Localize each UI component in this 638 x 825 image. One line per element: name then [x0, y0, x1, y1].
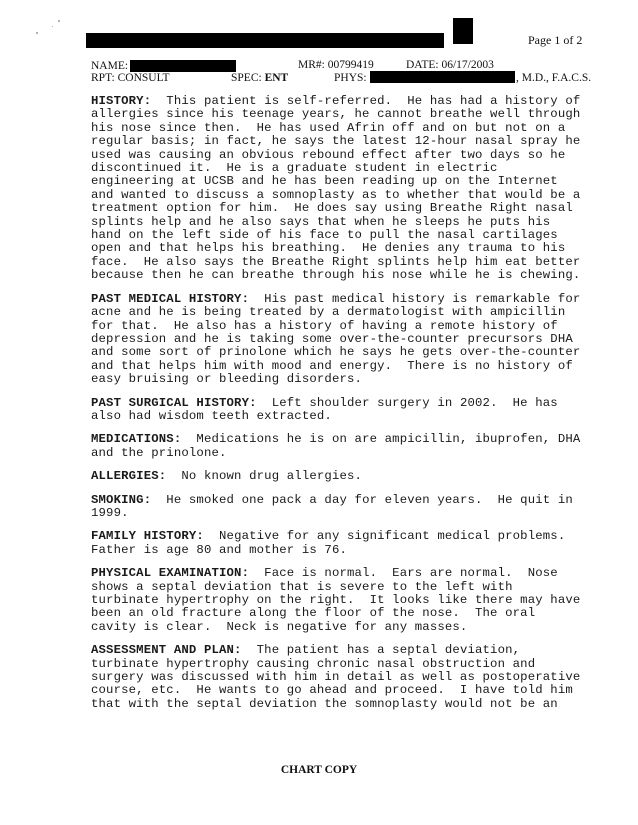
- section-text: his nose since then. He has used Afrin off and on but not on a: [91, 120, 566, 135]
- section-text: also had wisdom teeth extracted.: [91, 408, 332, 423]
- section-line: [91, 242, 591, 255]
- section-text: treatment option for him. He does say using Breathe Right nasal: [91, 201, 573, 216]
- page-indicator: Page 1 of 2: [528, 33, 583, 47]
- section-text: He smoked one pack a day for eleven years. He quit in: [151, 492, 573, 507]
- section-text: that with the septal deviation the somnoplasty would not be an: [91, 696, 558, 711]
- section-text: used was causing an obvious rebound effect after two days so he: [91, 147, 566, 162]
- section-line: [91, 229, 591, 242]
- section-line: [91, 658, 591, 671]
- name-label: NAME:: [91, 60, 129, 72]
- section-text: turbinate hypertrophy causing chronic nasal obstruction and: [91, 656, 536, 671]
- section-line: [91, 594, 591, 607]
- section-label: PAST SURGICAL HISTORY:: [91, 395, 257, 410]
- mr-number: MR#: 00799419: [298, 59, 374, 71]
- section-text: allergies since his teenage years, he cannot breathe well through: [91, 107, 581, 122]
- section-line: [91, 256, 591, 269]
- report-type: RPT: CONSULT: [91, 72, 170, 84]
- specialty: [231, 72, 288, 84]
- section-line: [91, 162, 591, 175]
- section-text: and the prinolone.: [91, 445, 227, 460]
- section-line: [91, 621, 591, 634]
- section-line: [91, 122, 591, 135]
- section-line: [91, 149, 591, 162]
- section-line: [91, 607, 591, 620]
- specialty-label: SPEC:: [231, 72, 262, 84]
- section-text: because then he can breathe through his nose while he is chewing.: [91, 268, 581, 283]
- redaction-bar-name: [130, 60, 236, 72]
- section-text: Left shoulder surgery in 2002. He has: [256, 395, 558, 410]
- redaction-block-top: [453, 18, 473, 44]
- report-section: [91, 644, 591, 711]
- section-line: [91, 410, 591, 423]
- redaction-bar-physician: [370, 71, 515, 83]
- section-line: [91, 216, 591, 229]
- section-text: and some sort of prinolone which he says he gets over-the-counter: [91, 345, 581, 360]
- section-text: No known drug allergies.: [166, 469, 363, 484]
- section-label: PHYSICAL EXAMINATION:: [91, 566, 250, 581]
- section-text: Face is normal. Ears are normal. Nose: [249, 566, 558, 581]
- physician-degree: , M.D., F.A.C.S.: [516, 72, 592, 84]
- section-text: cavity is clear. Neck is negative for any masses.: [91, 619, 468, 634]
- section-text: splints help and he also says that when he sleeps he puts his: [91, 214, 551, 229]
- section-label: MEDICATIONS:: [91, 432, 182, 447]
- section-text: been an old fracture along the floor of the nose. The oral: [91, 606, 536, 621]
- report-section: [91, 470, 591, 483]
- section-line: [91, 530, 591, 543]
- section-text: and that helps him with mood and energy. There is no history of: [91, 358, 573, 373]
- section-text: and wanted to discuss a somnoplasty as to whether that would be a: [91, 187, 581, 202]
- section-text: for that. He also has a history of having a remote history of: [91, 318, 558, 333]
- section-line: [91, 108, 591, 121]
- section-line: [91, 567, 591, 580]
- section-line: [91, 470, 591, 483]
- scan-speck: [52, 26, 53, 27]
- section-line: [91, 333, 591, 346]
- section-label: ALLERGIES:: [91, 469, 167, 484]
- section-label: PAST MEDICAL HISTORY:: [91, 291, 250, 306]
- report-body: [91, 95, 591, 721]
- report-section: [91, 433, 591, 460]
- specialty-value: ENT: [264, 72, 289, 84]
- section-text: The patient has a septal deviation,: [241, 643, 521, 658]
- report-section: [91, 95, 591, 283]
- section-line: [91, 698, 591, 711]
- section-label: SMOKING:: [91, 492, 152, 507]
- section-text: shows a septal deviation that is severe to the left with: [91, 579, 513, 594]
- section-text: turbinate hypertrophy on the right. It looks like there may have: [91, 593, 581, 607]
- section-text: depression and he is taking some over-the-counter precursors DHA: [91, 331, 573, 346]
- section-text: acne and he is being treated by a dermatologist with ampicillin: [91, 305, 566, 320]
- section-line: [91, 269, 591, 282]
- report-section: [91, 494, 591, 521]
- section-line: [91, 202, 591, 215]
- section-text: 1999.: [91, 505, 129, 520]
- section-line: [91, 671, 591, 684]
- report-section: [91, 397, 591, 424]
- section-line: [91, 320, 591, 333]
- section-text: Medications he is on are ampicillin, ibuprofen, DHA: [181, 432, 581, 447]
- section-line: [91, 447, 591, 460]
- section-label: HISTORY:: [91, 94, 152, 108]
- section-line: [91, 189, 591, 202]
- redaction-bar-top: [86, 33, 444, 48]
- section-line: [91, 360, 591, 373]
- scan-speck: [58, 20, 60, 22]
- report-section: [91, 293, 591, 387]
- section-line: [91, 135, 591, 148]
- physician-label: PHYS:: [334, 72, 367, 84]
- section-line: [91, 346, 591, 359]
- section-line: [91, 95, 591, 108]
- section-label: ASSESSMENT AND PLAN:: [91, 643, 242, 658]
- section-line: [91, 175, 591, 188]
- section-text: engineering at UCSB and he has been reading up on the Internet: [91, 174, 558, 189]
- section-line: [91, 581, 591, 594]
- section-line: [91, 373, 591, 386]
- section-label: FAMILY HISTORY:: [91, 529, 204, 544]
- report-section: [91, 567, 591, 634]
- section-text: hand on the left side of his face to pull the nasal cartilages: [91, 228, 558, 243]
- section-text: Father is age 80 and mother is 76.: [91, 542, 347, 557]
- section-line: [91, 544, 591, 557]
- scan-speck: [36, 32, 38, 34]
- section-text: easy bruising or bleeding disorders.: [91, 372, 363, 387]
- section-text: Negative for any significant medical problems.: [203, 529, 566, 544]
- section-text: discontinued it. He is a graduate student in electric: [91, 161, 498, 176]
- section-text: His past medical history is remarkable for: [249, 291, 581, 306]
- section-line: [91, 644, 591, 657]
- report-date: DATE: 06/17/2003: [406, 59, 494, 71]
- section-line: [91, 494, 591, 507]
- section-line: [91, 306, 591, 319]
- report-section: [91, 530, 591, 557]
- section-line: [91, 397, 591, 410]
- section-line: [91, 293, 591, 306]
- section-line: [91, 433, 591, 446]
- section-text: This patient is self-referred. He has had a history of: [151, 94, 581, 108]
- section-text: surgery was discussed with him in detail as well as postoperative: [91, 670, 581, 685]
- section-text: open and that helps his breathing. He denies any trauma to his: [91, 241, 566, 256]
- section-text: face. He also says the Breathe Right splints help him eat better: [91, 254, 581, 269]
- section-text: course, etc. He wants to go ahead and proceed. I have told him: [91, 683, 573, 698]
- section-line: [91, 507, 591, 520]
- chart-copy-footer: CHART COPY: [280, 764, 358, 776]
- section-line: [91, 684, 591, 697]
- section-text: regular basis; in fact, he says the latest 12-hour nasal spray he: [91, 134, 581, 149]
